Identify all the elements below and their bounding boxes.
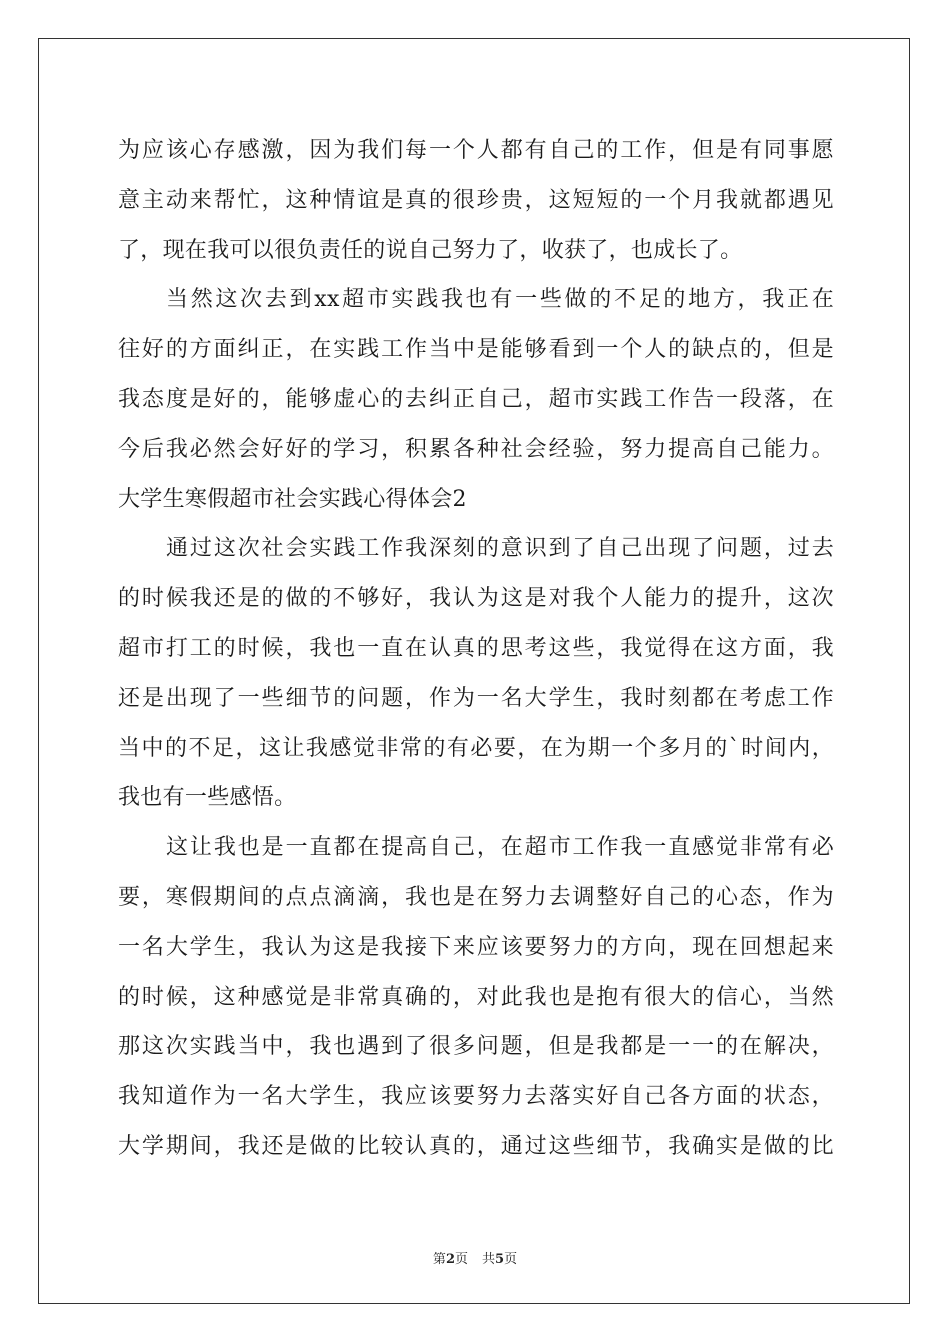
text-line: 超市打工的时候，我也一直在认真的思考这些，我觉得在这方面，我 (118, 635, 834, 661)
total-pages: 5 (495, 1252, 505, 1267)
text-line: 了，现在我可以很负责任的说自己努力了，收获了，也成长了。 (118, 237, 743, 263)
page-prefix: 第 (432, 1252, 446, 1267)
text-line: 我也有一些感悟。 (118, 785, 297, 811)
page-number: 2 (445, 1252, 455, 1267)
total-prefix: 共 (482, 1252, 496, 1267)
text-line: 今后我必然会好好的学习，积累各种社会经验，努力提高自己能力。 (118, 436, 834, 462)
text-line: 大学生寒假超市社会实践心得体会2 (118, 486, 467, 512)
text-line: 要，寒假期间的点点滴滴，我也是在努力去调整好自己的心态，作为 (118, 884, 834, 910)
text-line: 当中的不足，这让我感觉非常的有必要，在为期一个多月的`时间内， (118, 735, 834, 761)
text-line: 那这次实践当中，我也遇到了很多问题，但是我都是一一的在解决， (118, 1034, 834, 1060)
page-suffix: 页 (454, 1252, 468, 1267)
text-line: 还是出现了一些细节的问题，作为一名大学生，我时刻都在考虑工作 (118, 685, 834, 711)
total-suffix: 页 (504, 1252, 518, 1267)
document-body (118, 126, 834, 1172)
text-line: 的时候我还是的做的不够好，我认为这是对我个人能力的提升，这次 (118, 586, 834, 612)
text-line: 这让我也是一直都在提高自己，在超市工作我一直感觉非常有必 (166, 835, 834, 861)
text-line: 当然这次去到xx超市实践我也有一些做的不足的地方，我正在 (166, 287, 834, 313)
text-line: 一名大学生，我认为这是我接下来应该要努力的方向，现在回想起来 (118, 934, 834, 960)
text-line: 意主动来帮忙，这种情谊是真的很珍贵，这短短的一个月我就都遇见 (118, 187, 834, 213)
text-line: 通过这次社会实践工作我深刻的意识到了自己出现了问题，过去 (166, 536, 834, 562)
text-line: 我态度是好的，能够虚心的去纠正自己，超市实践工作告一段落，在 (118, 386, 834, 412)
text-line: 大学期间，我还是做的比较认真的，通过这些细节，我确实是做的比 (118, 1133, 834, 1159)
text-line: 往好的方面纠正，在实践工作当中是能够看到一个人的缺点的，但是 (118, 337, 834, 363)
text-line: 我知道作为一名大学生，我应该要努力去落实好自己各方面的状态， (118, 1084, 834, 1110)
text-line: 的时候，这种感觉是非常真确的，对此我也是抱有很大的信心，当然 (118, 984, 834, 1010)
page-footer (0, 1248, 950, 1267)
text-line: 为应该心存感激，因为我们每一个人都有自己的工作，但是有同事愿 (118, 138, 834, 163)
